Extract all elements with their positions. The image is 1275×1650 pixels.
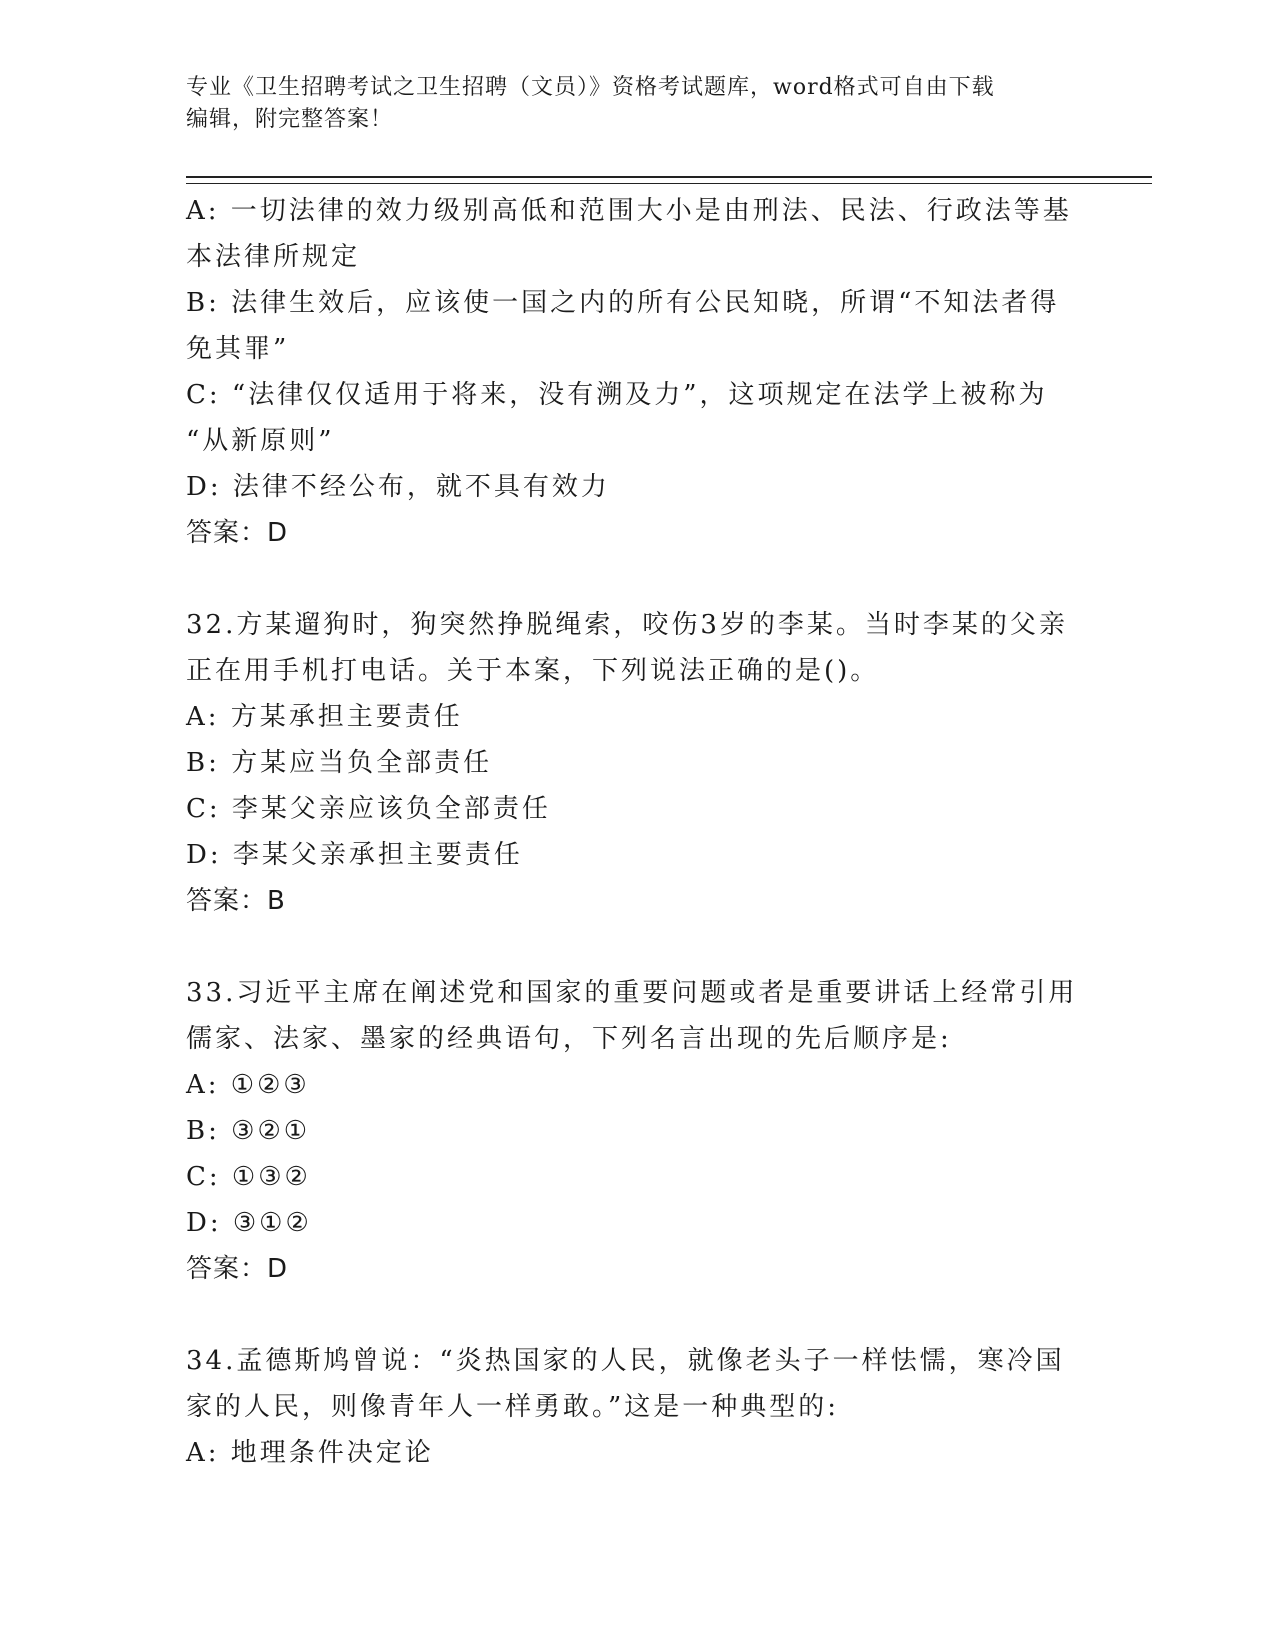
q33-option-c: C: ①③② xyxy=(186,1162,311,1192)
q32-option-b: B: 方某应当负全部责任 xyxy=(186,748,493,778)
q31-option-c-line-1: C: “法律仅仅适用于将来，没有溯及力”，这项规定在法学上被称为 xyxy=(186,380,1048,410)
header-line-1: 专业《卫生招聘考试之卫生招聘（文员）》资格考试题库，word格式可自由下载 xyxy=(186,75,995,100)
question-34 xyxy=(186,1338,1086,1476)
q33-answer: 答案：D xyxy=(186,1254,289,1284)
q33-stem-line-2: 儒家、法家、墨家的经典语句，下列名言出现的先后顺序是: xyxy=(186,1024,952,1054)
q32-stem-line-1: 32.方某遛狗时，狗突然挣脱绳索，咬伤3岁的李某。当时李某的父亲 xyxy=(186,610,1068,640)
page-header xyxy=(186,72,1086,136)
question-content xyxy=(186,188,1086,1476)
question-33 xyxy=(186,970,1086,1292)
q32-option-d: D: 李某父亲承担主要责任 xyxy=(186,840,523,870)
q32-option-a: A: 方某承担主要责任 xyxy=(186,702,463,732)
q34-option-a: A: 地理条件决定论 xyxy=(186,1438,434,1468)
q33-stem-line-1: 33.习近平主席在阐述党和国家的重要问题或者是重要讲话上经常引用 xyxy=(186,978,1078,1008)
header-line-2: 编辑，附完整答案！ xyxy=(186,107,394,132)
q33-option-a: A: ①②③ xyxy=(186,1070,310,1100)
q34-stem-line-1: 34.孟德斯鸠曾说：“炎热国家的人民，就像老头子一样怯懦，寒冷国 xyxy=(186,1346,1065,1376)
q34-stem-line-2: 家的人民，则像青年人一样勇敢。”这是一种典型的: xyxy=(186,1392,840,1422)
q32-answer: 答案：B xyxy=(186,886,286,916)
question-31-options xyxy=(186,188,1086,556)
q33-option-d: D: ③①② xyxy=(186,1208,312,1238)
q31-option-b-line-1: B: 法律生效后，应该使一国之内的所有公民知晓，所谓“不知法者得 xyxy=(186,288,1060,318)
q31-option-c-line-2: “从新原则” xyxy=(186,426,335,456)
q31-option-d: D: 法律不经公布，就不具有效力 xyxy=(186,472,610,502)
question-32 xyxy=(186,602,1086,924)
header-divider xyxy=(186,176,1152,184)
q31-option-b-line-2: 免其罪” xyxy=(186,334,290,364)
q31-answer: 答案：D xyxy=(186,518,289,548)
q32-option-c: C: 李某父亲应该负全部责任 xyxy=(186,794,551,824)
q33-option-b: B: ③②① xyxy=(186,1116,311,1146)
q31-option-a-line-2: 本法律所规定 xyxy=(186,242,361,272)
q32-stem-line-2: 正在用手机打电话。关于本案，下列说法正确的是()。 xyxy=(186,656,880,686)
q31-option-a-line-1: A: 一切法律的效力级别高低和范围大小是由刑法、民法、行政法等基 xyxy=(186,196,1072,226)
